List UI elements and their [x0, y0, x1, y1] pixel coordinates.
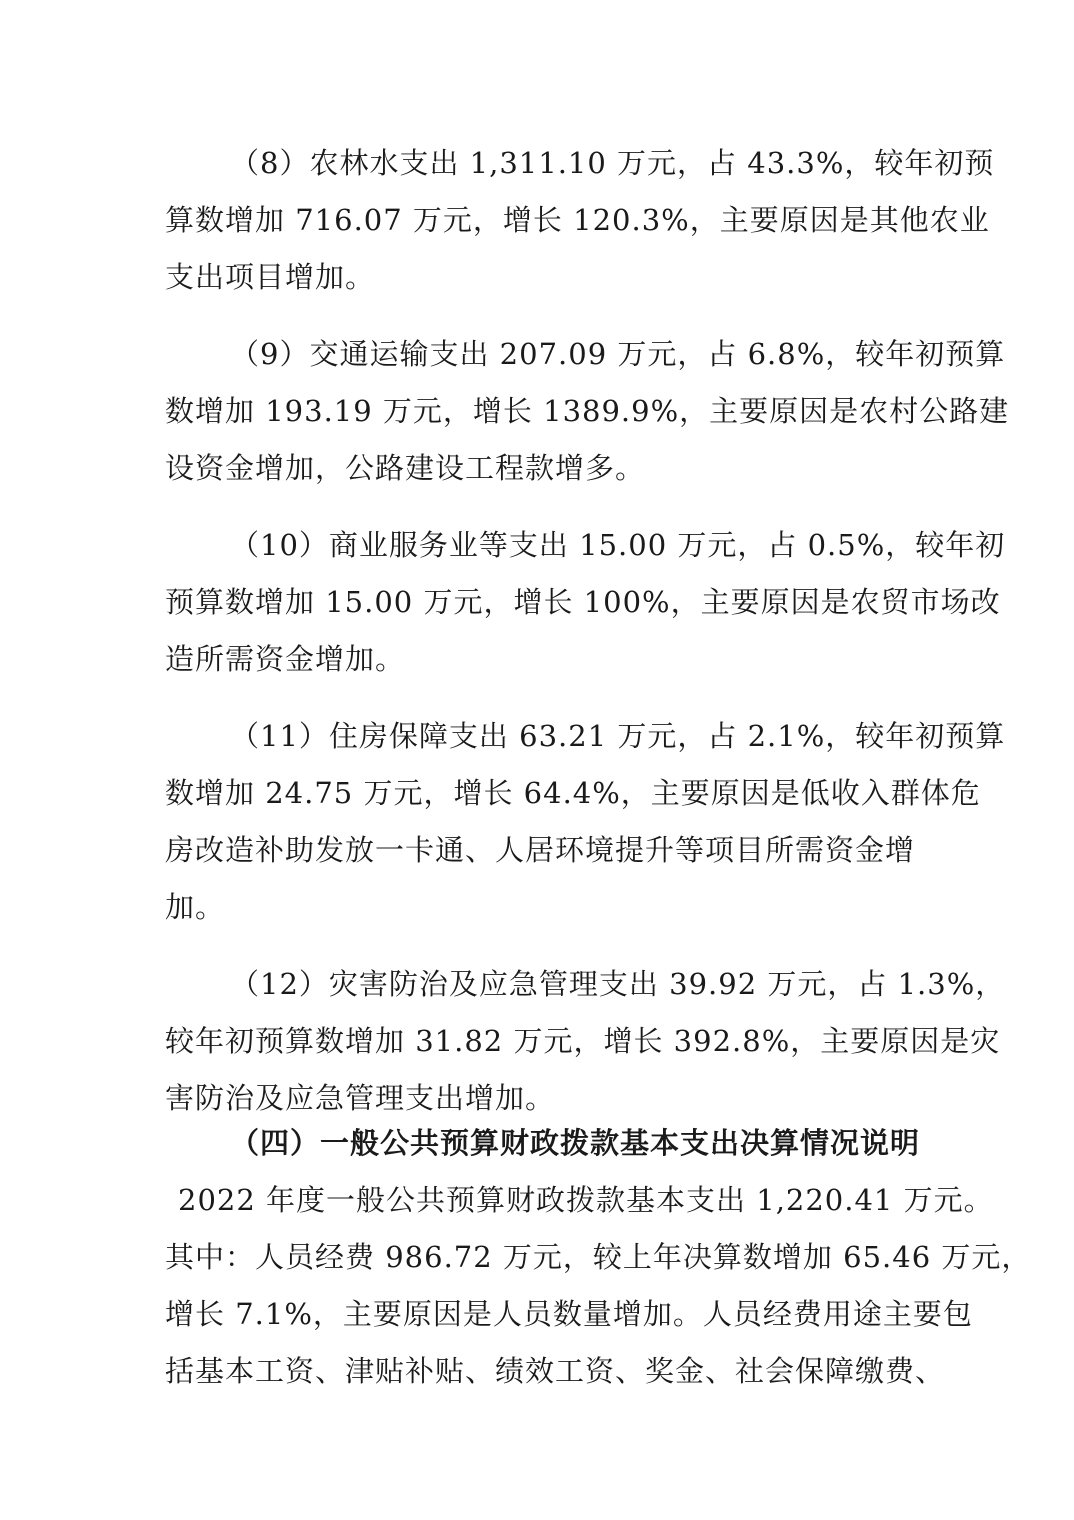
- paragraph-line: （11）住房保障支出 63.21 万元，占 2.1%，较年初预算: [230, 719, 1006, 753]
- paragraph-line: 支出项目增加。: [165, 260, 376, 294]
- paragraph-line: 数增加 24.75 万元，增长 64.4%，主要原因是低收入群体危: [165, 776, 981, 810]
- paragraph-line: （12）灾害防治及应急管理支出 39.92 万元，占 1.3%，: [230, 967, 1006, 1001]
- paragraph-line: 预算数增加 15.00 万元，增长 100%，主要原因是农贸市场改: [165, 585, 1001, 619]
- paragraph-line: （9）交通运输支出 207.09 万元，占 6.8%，较年初预算: [230, 337, 1006, 371]
- paragraph-line: 房改造补助发放一卡通、人居环境提升等项目所需资金增: [165, 833, 916, 867]
- paragraph-line: 算数增加 716.07 万元，增长 120.3%，主要原因是其他农业: [165, 203, 990, 237]
- paragraph-line: 数增加 193.19 万元，增长 1389.9%，主要原因是农村公路建: [165, 394, 1010, 428]
- paragraph-line: 害防治及应急管理支出增加。: [165, 1081, 556, 1115]
- paragraph-line: 括基本工资、津贴补贴、绩效工资、奖金、社会保障缴费、: [165, 1354, 946, 1388]
- paragraph-line: （10）商业服务业等支出 15.00 万元，占 0.5%，较年初: [230, 528, 1006, 562]
- paragraph-line: 造所需资金增加。: [165, 642, 406, 676]
- paragraph-line: 加。: [165, 890, 226, 924]
- paragraph-line: 较年初预算数增加 31.82 万元，增长 392.8%，主要原因是灾: [165, 1024, 1001, 1058]
- section-heading: （四）一般公共预算财政拨款基本支出决算情况说明: [230, 1126, 921, 1160]
- paragraph-line: （8）农林水支出 1,311.10 万元，占 43.3%，较年初预: [230, 146, 995, 180]
- paragraph-line: 设资金增加，公路建设工程款增多。: [165, 451, 646, 485]
- paragraph-line: 2022 年度一般公共预算财政拨款基本支出 1,220.41 万元。: [178, 1183, 994, 1217]
- paragraph-line: 增长 7.1%，主要原因是人员数量增加。人员经费用途主要包: [165, 1297, 973, 1331]
- paragraph-line: 其中：人员经费 986.72 万元，较上年决算数增加 65.46 万元，: [165, 1240, 1032, 1274]
